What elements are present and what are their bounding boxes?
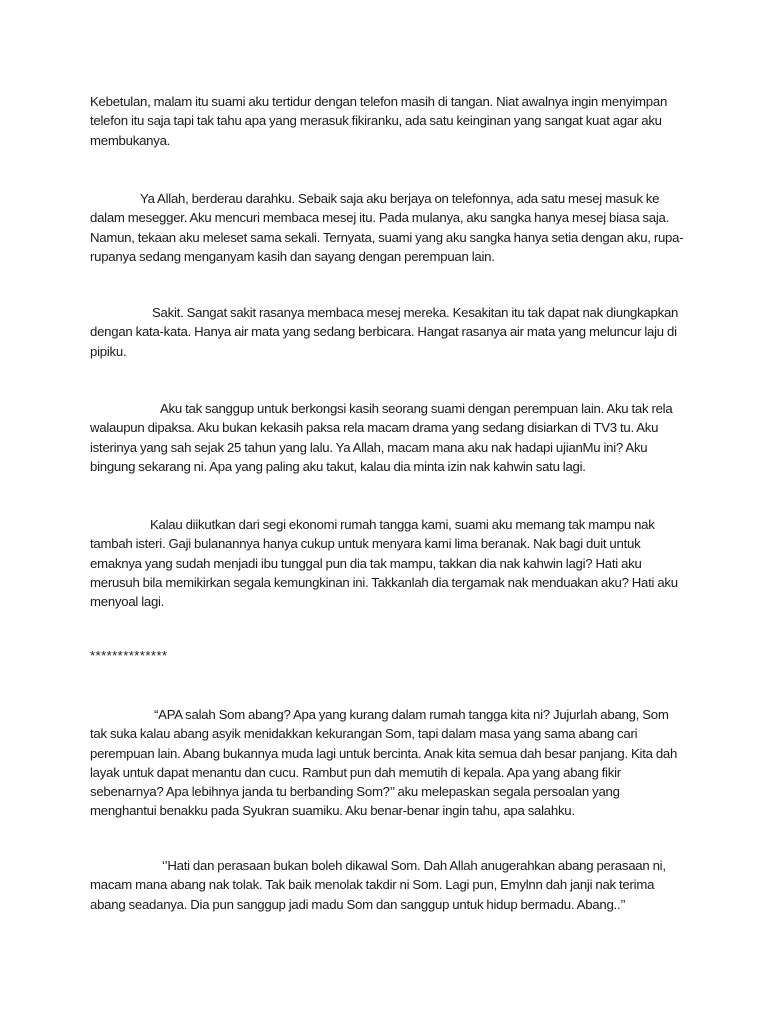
paragraph: Sakit. Sangat sakit rasanya membaca mesej mereka. Kesakitan itu tak dapat nak diungkapkan dengan kata-kata. Hanya air mata yang sedang berbicara. Hangat rasanya air mata yang meluncur laju di pipiku.: [90, 305, 679, 359]
dialogue-paragraph: ‘’Hati dan perasaan bukan boleh dikawal Som. Dah Allah anugerahkan abang perasaan ni, macam mana abang nak tolak. Tak baik menolak takdir ni Som. Lagi pun, Emylnn dah janji nak terima abang seadanya. Dia pun sanggup jadi madu Som dan sanggup untuk hidup bermadu. Abang..’’: [90, 858, 666, 912]
paragraph: Kebetulan, malam itu suami aku tertidur dengan telefon masih di tangan. Niat awalnya ingin menyimpan telefon itu saja tapi tak tahu apa yang merasuk fikiranku, ada satu keinginan yang sangat kuat agar aku membukanya.: [90, 94, 668, 148]
dialogue-paragraph: “APA salah Som abang? Apa yang kurang dalam rumah tangga kita ni? Jujurlah abang, Som tak suka kalau abang asyik menidakkan kekurangan Som, tapi dalam masa yang sama abang cari perempuan lain. Abang bukannya muda lagi untuk bercinta. Anak kita semua dah besar panjang. Kita dah layak untuk dapat menantu dan cucu. Rambut pun dah memutih di kepala. Apa yang abang fikir sebenarnya? Apa lebihnya janda tu berbanding Som?’’ aku melepaskan segala persoalan yang menghantui benakku pada Syukran suamiku. Aku benar-benar ingin tahu, apa salahku.: [90, 707, 678, 819]
paragraph: Kalau diikutkan dari segi ekonomi rumah tangga kami, suami aku memang tak mampu nak tambah isteri. Gaji bulanannya hanya cukup untuk menyara kami lima beranak. Nak bagi duit untuk emaknya yang sudah menjadi ibu tunggal pun dia tak mampu, takkan dia nak kahwin lagi? Hati aku merusuh bila memikirkan segala kemungkinan ini. Takkanlah dia tergamak nak menduakan aku? Hati aku menyoal lagi.: [90, 517, 678, 610]
paragraph: Ya Allah, berderau darahku. Sebaik saja aku berjaya on telefonnya, ada satu mesej masuk ke dalam mesegger. Aku mencuri membaca mesej itu. Pada mulanya, aku sangka hanya mesej biasa saja. Namun, tekaan aku meleset sama sekali. Ternyata, suami yang aku sangka hanya setia dengan aku, rupa-rupanya sedang menganyam kasih dan sayang dengan perempuan lain.: [90, 191, 684, 264]
section-separator: **************: [90, 648, 168, 663]
paragraph: Aku tak sanggup untuk berkongsi kasih seorang suami dengan perempuan lain. Aku tak rela walaupun dipaksa. Aku bukan kekasih paksa rela macam drama yang sedang disiarkan di TV3 tu. Aku isterinya yang sah sejak 25 tahun yang lalu. Ya Allah, macam mana aku nak hadapi ujianMu ini? Aku bingung sekarang ni. Apa yang paling aku takut, kalau dia minta izin nak kahwin satu lagi.: [90, 401, 673, 474]
